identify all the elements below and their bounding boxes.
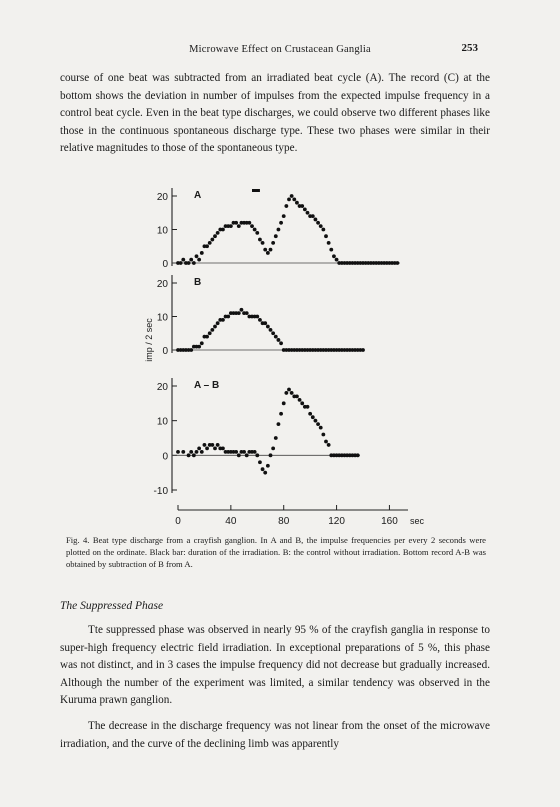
data-point xyxy=(181,450,185,454)
data-point xyxy=(327,241,331,245)
data-point xyxy=(205,335,209,339)
data-point xyxy=(274,335,278,339)
data-point xyxy=(210,443,214,447)
data-point xyxy=(255,315,259,319)
data-point xyxy=(277,338,281,342)
data-point xyxy=(255,231,259,235)
data-point xyxy=(324,234,328,238)
data-point xyxy=(255,453,259,457)
data-point xyxy=(237,224,241,228)
data-point xyxy=(195,254,199,258)
x-tick-label: 40 xyxy=(225,516,237,527)
data-point xyxy=(216,231,220,235)
data-point xyxy=(298,398,302,402)
data-point xyxy=(195,450,199,454)
data-point xyxy=(269,328,273,332)
data-point xyxy=(279,412,283,416)
data-point xyxy=(274,234,278,238)
data-point xyxy=(321,228,325,232)
data-point xyxy=(242,450,246,454)
data-point xyxy=(321,433,325,437)
data-point xyxy=(263,471,267,475)
data-point xyxy=(237,453,241,457)
data-point xyxy=(253,450,257,454)
data-point xyxy=(324,440,328,444)
data-point xyxy=(179,261,183,265)
data-point xyxy=(258,318,262,322)
data-point xyxy=(176,450,180,454)
data-point xyxy=(292,197,296,201)
data-point xyxy=(253,228,257,232)
data-point xyxy=(208,241,212,245)
data-point xyxy=(314,419,318,423)
data-point xyxy=(282,214,286,218)
irradiation-bar xyxy=(252,189,260,192)
y-tick-label: -10 xyxy=(153,486,168,497)
x-tick-label: 120 xyxy=(328,516,345,527)
data-point xyxy=(269,248,273,252)
data-point xyxy=(200,450,204,454)
data-point xyxy=(247,221,251,225)
data-point xyxy=(200,341,204,345)
data-point xyxy=(200,251,204,255)
data-point xyxy=(271,331,275,335)
y-tick-label: 0 xyxy=(162,259,168,270)
data-point xyxy=(290,391,294,395)
data-point xyxy=(216,321,220,325)
data-point xyxy=(274,436,278,440)
data-point xyxy=(189,348,193,352)
data-point xyxy=(205,244,209,248)
data-point xyxy=(308,412,312,416)
data-point xyxy=(258,238,262,242)
data-point xyxy=(306,211,310,215)
y-tick-label: 10 xyxy=(156,312,168,324)
data-point xyxy=(356,453,360,457)
data-point xyxy=(261,467,265,471)
data-point xyxy=(187,453,191,457)
section-heading: The Suppressed Phase xyxy=(60,600,164,612)
data-point xyxy=(319,224,323,228)
data-point xyxy=(329,248,333,252)
data-point xyxy=(287,197,291,201)
data-point xyxy=(189,450,193,454)
data-point xyxy=(245,453,249,457)
data-point xyxy=(277,422,281,426)
data-point xyxy=(213,325,217,329)
panel-label: A – B xyxy=(194,380,220,391)
body-paragraph-1: course of one beat was subtracted from an irradiated beat cycle (A). The record (C) at the bottom shows the deviation in number of impulses from the expected impulse frequency in a control beat cycle. Even in the beat type discharges, we could observe two different phases like those in the continuous spontaneous discharge type. These two phases were similar in their relative magnitudes to those of the spontaneous type. xyxy=(60,72,490,155)
data-point xyxy=(197,447,201,451)
data-point xyxy=(361,348,365,352)
data-point xyxy=(284,391,288,395)
data-point xyxy=(279,221,283,225)
data-point xyxy=(300,401,304,405)
data-point xyxy=(316,422,320,426)
data-point xyxy=(237,311,241,315)
data-point xyxy=(208,331,212,335)
data-point xyxy=(181,258,185,262)
data-point xyxy=(187,261,191,265)
data-point xyxy=(245,311,249,315)
data-point xyxy=(192,261,196,265)
data-point xyxy=(240,308,244,312)
panel-label: B xyxy=(194,277,202,288)
data-point xyxy=(210,238,214,242)
data-point xyxy=(226,315,230,319)
data-point xyxy=(213,447,217,451)
data-point xyxy=(258,460,262,464)
data-point xyxy=(335,258,339,262)
data-point xyxy=(266,325,270,329)
data-point xyxy=(279,341,283,345)
data-point xyxy=(261,241,265,245)
data-point xyxy=(316,221,320,225)
figure-caption: Fig. 4. Beat type discharge from a crayfish ganglion. In A and B, the impulse frequencies per every 2 seconds were plotted on the ordinate. Black bar: duration of the irradiation. B: the control without irradiation. Bottom record A-B was obtained by subtraction of B from A. xyxy=(66,535,486,570)
y-tick-label: 20 xyxy=(156,279,168,290)
data-point xyxy=(311,415,315,419)
data-point xyxy=(295,395,299,399)
body-paragraph-3: The decrease in the discharge frequency was not linear from the onset of the microwave irradiation, and the curve of the declining limb was apparently xyxy=(60,720,490,750)
y-tick-label: 20 xyxy=(156,382,168,393)
data-point xyxy=(311,214,315,218)
y-axis-label: imp / 2 sec xyxy=(144,318,154,362)
data-point xyxy=(229,224,233,228)
data-point xyxy=(295,201,299,205)
data-point xyxy=(210,328,214,332)
data-point xyxy=(221,228,225,232)
y-tick-label: 0 xyxy=(162,346,168,357)
data-point xyxy=(205,447,209,451)
data-point xyxy=(300,204,304,208)
data-point xyxy=(266,251,270,255)
data-point xyxy=(332,254,336,258)
x-unit-label: sec xyxy=(410,516,425,526)
data-point xyxy=(395,261,399,265)
y-tick-label: 20 xyxy=(156,192,168,203)
data-point xyxy=(327,443,331,447)
data-point xyxy=(271,447,275,451)
data-point xyxy=(213,234,217,238)
y-tick-label: 10 xyxy=(156,225,168,237)
data-point xyxy=(234,221,238,225)
data-point xyxy=(263,321,267,325)
data-point xyxy=(277,228,281,232)
data-point xyxy=(266,464,270,468)
page-number: 253 xyxy=(461,42,478,54)
data-point xyxy=(250,224,254,228)
data-point xyxy=(234,450,238,454)
data-point xyxy=(306,405,310,409)
y-tick-label: 0 xyxy=(162,451,168,463)
data-point xyxy=(284,204,288,208)
x-tick-label: 160 xyxy=(381,516,398,527)
data-point xyxy=(197,345,201,349)
data-point xyxy=(314,218,318,222)
data-point xyxy=(221,318,225,322)
data-point xyxy=(189,258,193,262)
data-point xyxy=(303,208,307,212)
data-point xyxy=(271,241,275,245)
data-point xyxy=(263,248,267,252)
data-point xyxy=(216,443,220,447)
data-point xyxy=(197,258,201,262)
x-tick-label: 0 xyxy=(175,516,181,527)
data-point xyxy=(319,426,323,430)
data-point xyxy=(290,194,294,198)
data-point xyxy=(203,443,207,447)
data-point xyxy=(269,453,273,457)
x-tick-label: 80 xyxy=(278,516,290,527)
body-paragraph-2: Tte suppressed phase was observed in nearly 95 % of the crayfish ganglia in response to super-high frequency electric field irradiation. In exceptional preparations of 5 %, this phase was not distinct, and in 3 cases the impulse frequency did not decrease but gradually increased. Although the number of the experiment was limited, a similar tendency was observed in the Kuruma prawn ganglion. xyxy=(60,624,490,707)
panel-label: A xyxy=(194,190,202,201)
data-point xyxy=(192,453,196,457)
data-point xyxy=(221,447,225,451)
data-point xyxy=(282,401,286,405)
data-point xyxy=(287,388,291,392)
running-head: Microwave Effect on Crustacean Ganglia xyxy=(189,44,371,55)
y-tick-label: 10 xyxy=(156,416,168,428)
